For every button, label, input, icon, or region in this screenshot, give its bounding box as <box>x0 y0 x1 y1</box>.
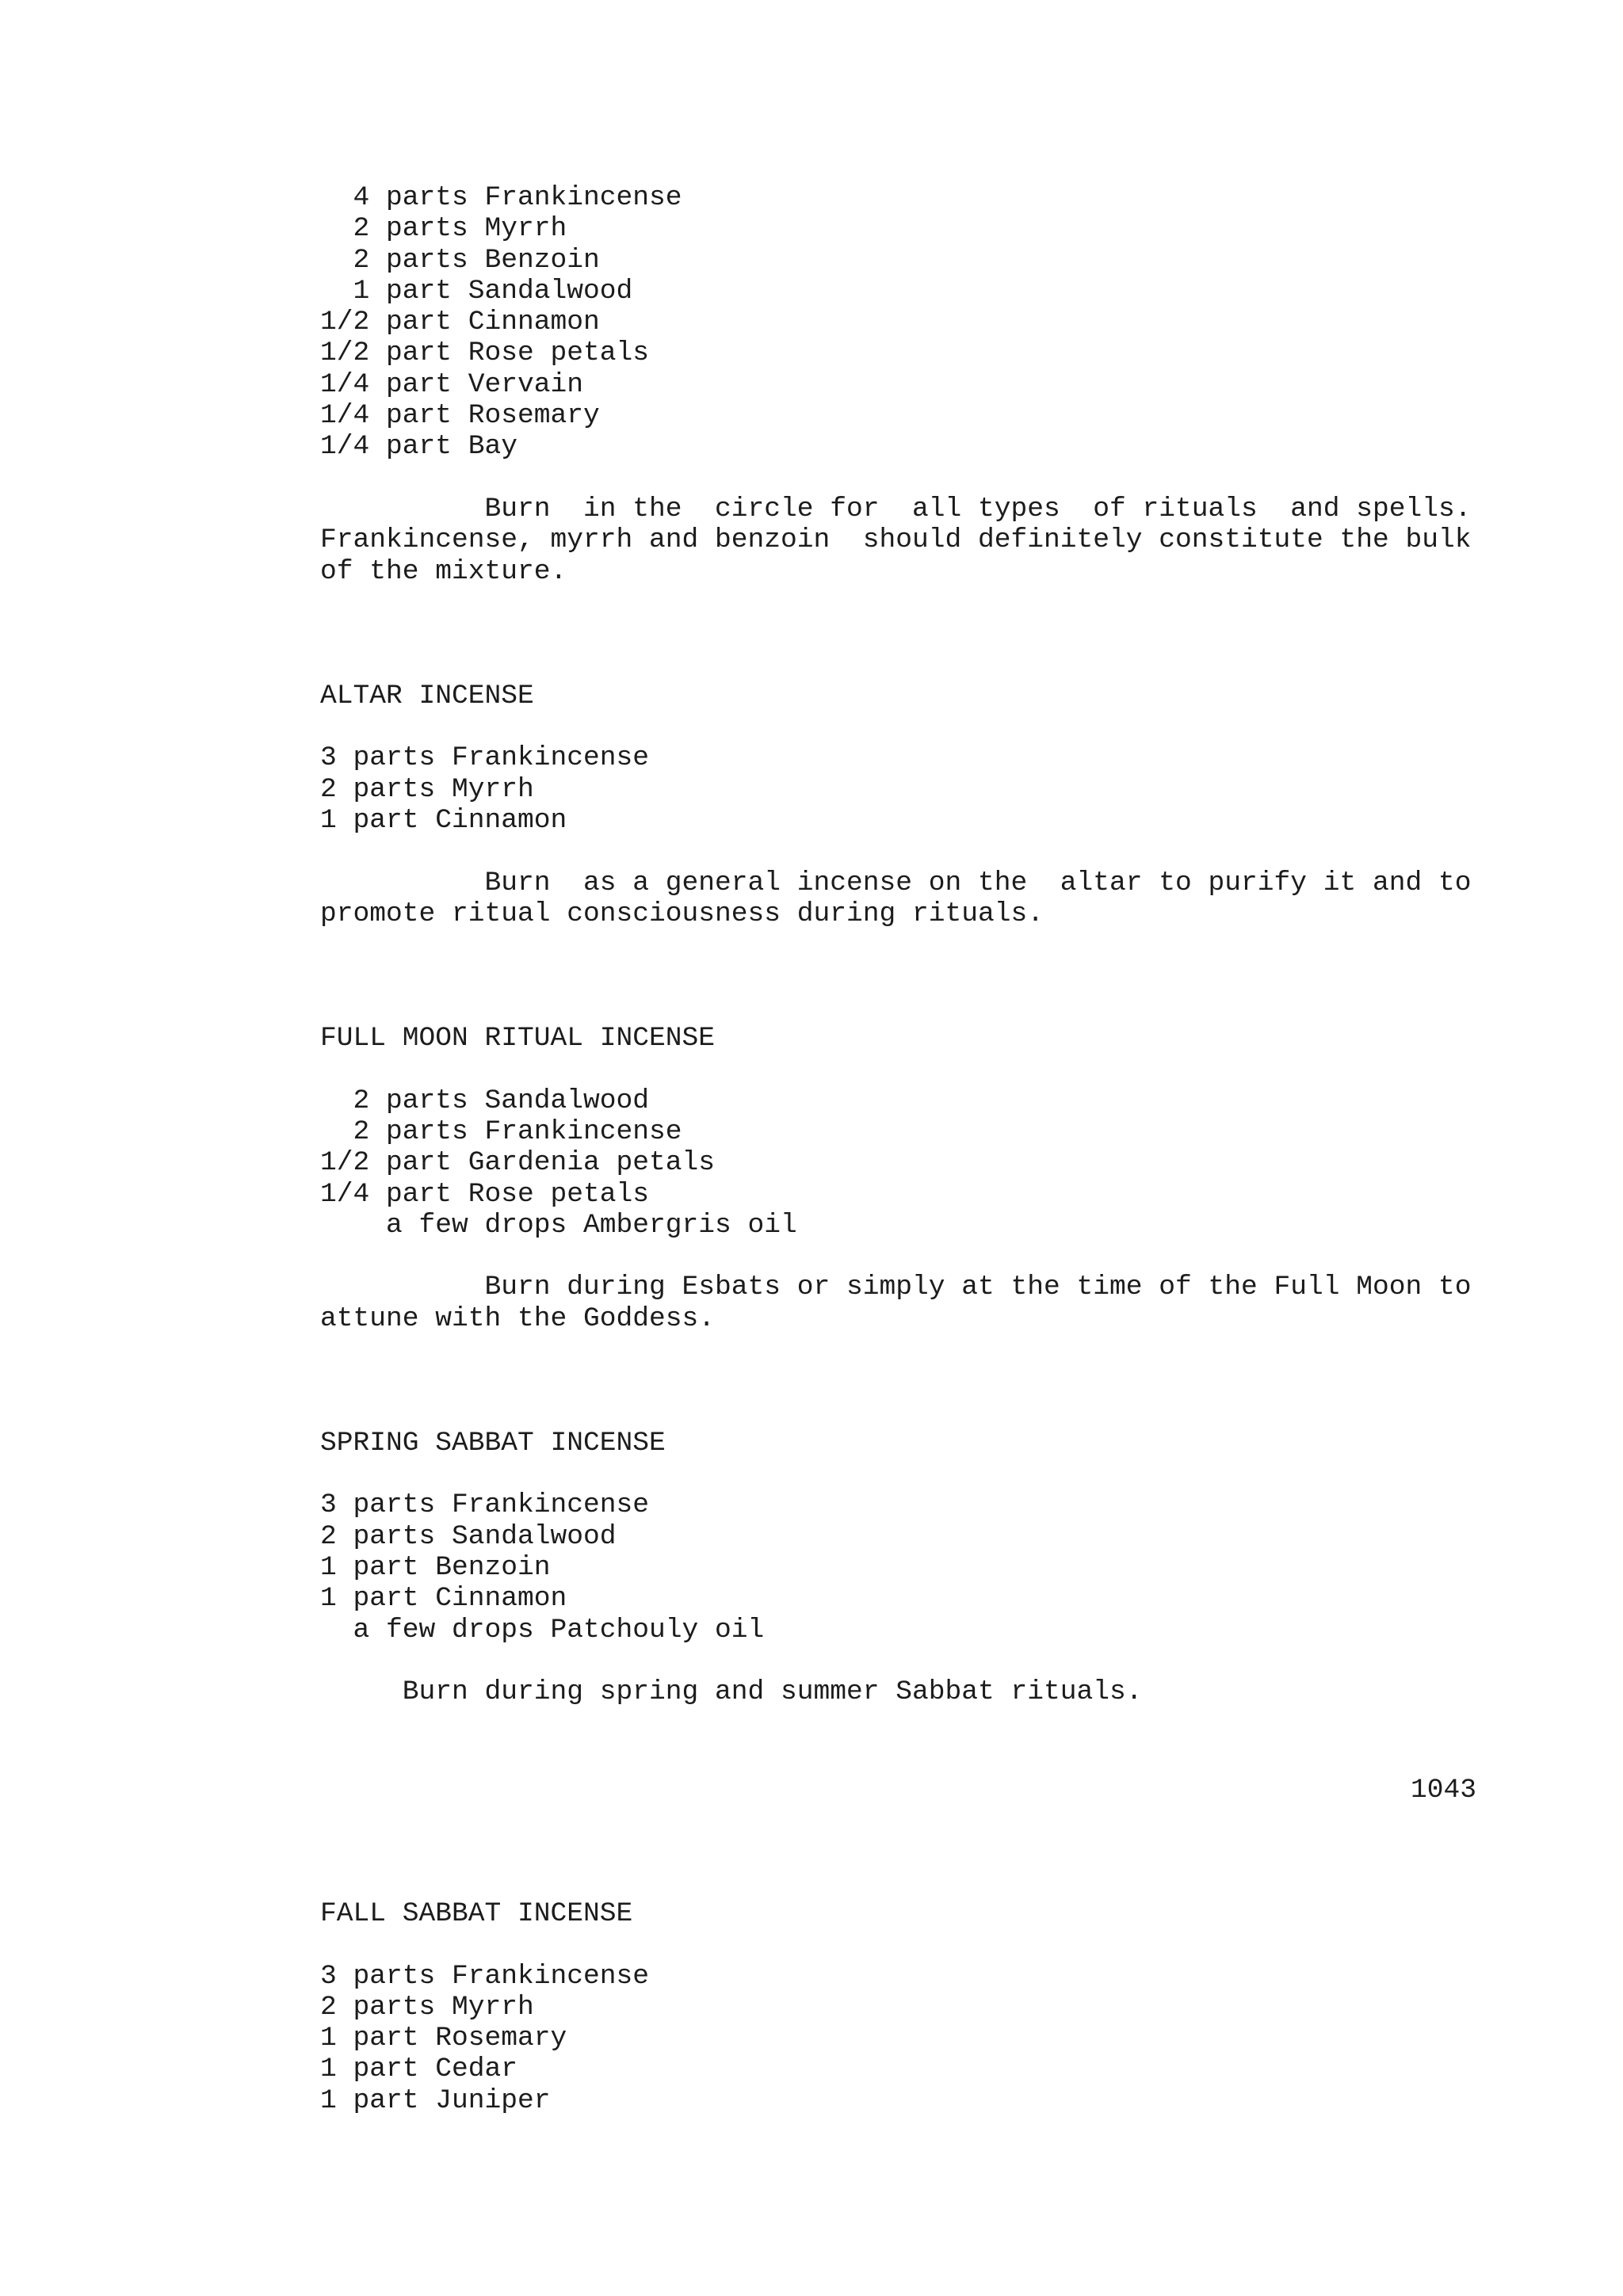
ingredient-line: 1 part Cedar <box>320 2054 518 2085</box>
ingredient-line: 3 parts Frankincense <box>320 742 650 774</box>
ingredient-line: 1 part Rosemary <box>320 2023 567 2054</box>
recipe-altar-incense <box>320 681 1477 929</box>
ingredient-line: 1/2 part Rose petals <box>320 338 650 369</box>
ingredient-list <box>320 1961 1477 2116</box>
recipe-general-incense <box>320 182 1477 587</box>
instruction-line: Burn in the circle for all types of rituals and spells. <box>320 493 1472 524</box>
ingredient-line: 2 parts Benzoin <box>320 244 600 276</box>
ingredient-line: 4 parts Frankincense <box>320 182 682 213</box>
ingredient-line: 2 parts Sandalwood <box>320 1520 617 1552</box>
page-content <box>320 182 1477 1708</box>
ingredient-list <box>320 182 1477 463</box>
section-heading: SPRING SABBAT INCENSE <box>320 1427 666 1459</box>
ingredient-line: 2 parts Myrrh <box>320 1991 534 2023</box>
ingredient-line: 2 parts Frankincense <box>320 1116 682 1147</box>
ingredient-line: 3 parts Frankincense <box>320 1489 650 1521</box>
ingredient-line: 1/4 part Rose petals <box>320 1178 650 1210</box>
ingredient-list <box>320 1489 1477 1645</box>
ingredient-line: 2 parts Myrrh <box>320 773 534 805</box>
section-heading: FALL SABBAT INCENSE <box>320 1898 633 1929</box>
section-heading: ALTAR INCENSE <box>320 680 534 711</box>
ingredient-line: 2 parts Myrrh <box>320 213 567 245</box>
ingredient-line: 1 part Cinnamon <box>320 804 567 836</box>
page-number: 1043 <box>1410 1775 1476 1806</box>
instruction-line: Frankincense, myrrh and benzoin should definitely constitute the bulk <box>320 524 1472 556</box>
recipe-spring-sabbat-incense <box>320 1428 1477 1708</box>
ingredient-line: 1/2 part Gardenia petals <box>320 1147 716 1179</box>
ingredient-list <box>320 742 1477 836</box>
ingredient-line: 3 parts Frankincense <box>320 1960 650 1992</box>
ingredient-line: 1 part Sandalwood <box>320 275 633 307</box>
section-heading: FULL MOON RITUAL INCENSE <box>320 1023 716 1055</box>
instructions-paragraph <box>320 494 1477 587</box>
ingredient-line: 2 parts Sandalwood <box>320 1085 650 1116</box>
instruction-line: promote ritual consciousness during rituals. <box>320 898 1044 929</box>
ingredient-line: 1/4 part Rosemary <box>320 400 600 432</box>
instruction-line: Burn as a general incense on the altar to purify it and to <box>320 867 1472 898</box>
instruction-line: Burn during spring and summer Sabbat rituals. <box>320 1676 1143 1708</box>
recipe-full-moon-ritual-incense <box>320 1023 1477 1334</box>
instructions-paragraph <box>320 868 1477 930</box>
instruction-line: attune with the Goddess. <box>320 1302 716 1334</box>
ingredient-line: 1 part Juniper <box>320 2084 551 2116</box>
ingredient-line: a few drops Patchouly oil <box>320 1614 765 1646</box>
instructions-paragraph <box>320 1676 1477 1707</box>
instruction-line: Burn during Esbats or simply at the time of the Full Moon to <box>320 1272 1472 1303</box>
instructions-paragraph <box>320 1272 1477 1334</box>
ingredient-list <box>320 1085 1477 1241</box>
ingredient-line: 1 part Benzoin <box>320 1552 551 1584</box>
instruction-line: of the mixture. <box>320 555 567 587</box>
recipe-fall-sabbat-incense <box>320 1898 1477 2116</box>
ingredient-line: 1/4 part Vervain <box>320 368 584 400</box>
ingredient-line: 1/2 part Cinnamon <box>320 307 600 338</box>
ingredient-line: 1/4 part Bay <box>320 431 518 463</box>
ingredient-line: 1 part Cinnamon <box>320 1583 567 1615</box>
ingredient-line: a few drops Ambergris oil <box>320 1209 797 1241</box>
